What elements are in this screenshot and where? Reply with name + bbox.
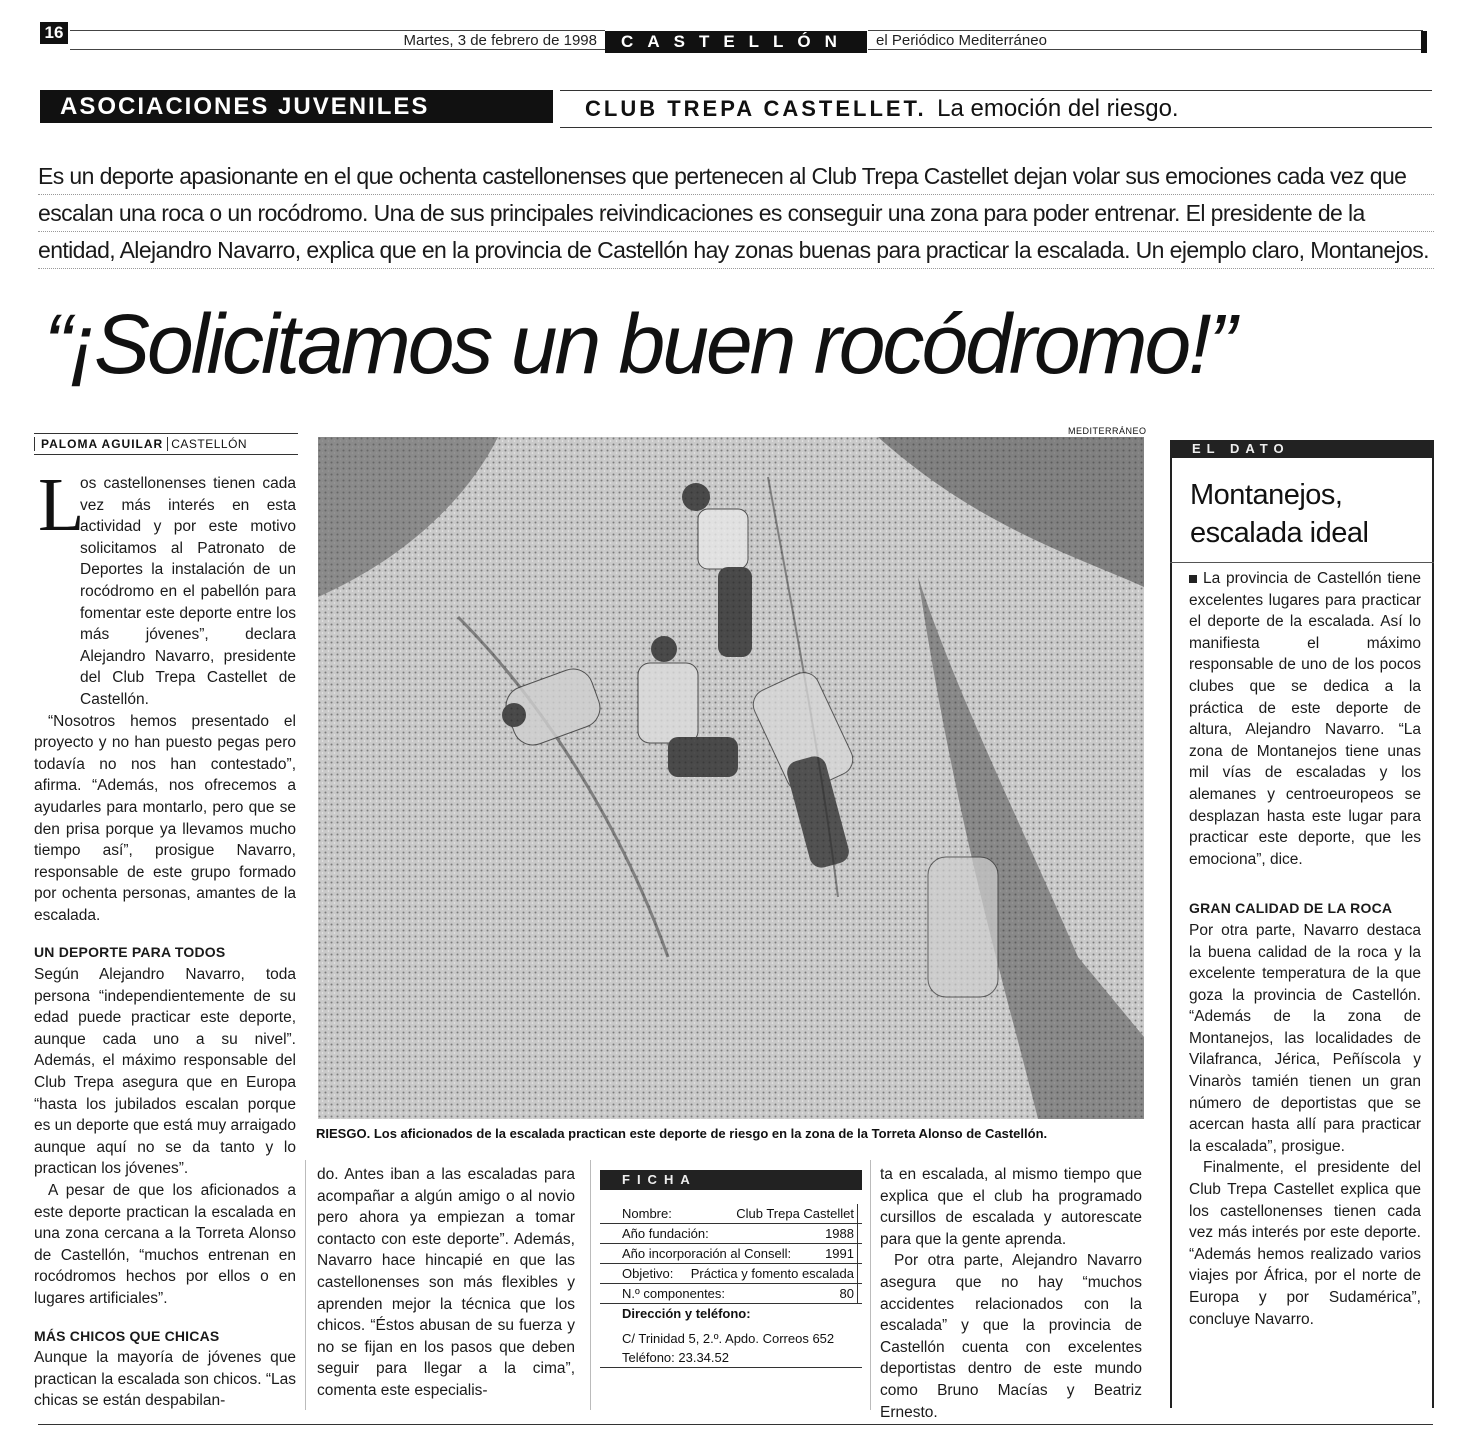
publication-date: Martes, 3 de febrero de 1998 xyxy=(70,30,605,50)
drop-cap: L xyxy=(38,463,85,547)
sidebar-paragraph: Por otra parte, Navarro destaca la buena calidad de la roca y la excelente temperatura de la que goza la provincia de Castellón. “Además de la zona de Montanejos, las localidades de Vilafranca, Jérica, Peñíscola y Vinaròs tamién tienen un gran número de deportistas que se acercan hasta allí para practicar la escalada”, prosigue. xyxy=(1189,921,1421,1155)
lead-paragraph xyxy=(38,158,1434,269)
fact-label: Objetivo: xyxy=(622,1266,674,1281)
fact-row xyxy=(600,1224,862,1244)
lead-line: entidad, Alejandro Navarro, explica que en la provincia de Castellón hay zonas buenas para practicar la escalada. Un ejemplo claro, Montanejos. xyxy=(38,232,1434,269)
section-subtitle: La emoción del riesgo. xyxy=(937,95,1179,122)
column-rule xyxy=(590,1160,591,1410)
fact-address xyxy=(600,1329,862,1348)
fact-row xyxy=(600,1204,862,1224)
fact-label: Año fundación: xyxy=(622,1226,709,1241)
fact-label: Nombre: xyxy=(622,1206,672,1221)
lead-line: Es un deporte apasionante en el que ochenta castellonenses que pertenecen al Club Trepa Castellet dejan volar sus emociones cada vez que xyxy=(38,158,1434,195)
article-paragraph: ta en escalada, al mismo tiempo que explica que el club ha programado cursillos de escalada y autorescate para que la gente aprenda. xyxy=(880,1166,1142,1248)
fact-value: Teléfono: 23.34.52 xyxy=(622,1350,729,1365)
subheading: MÁS CHICOS QUE CHICAS xyxy=(34,1327,220,1344)
fact-row xyxy=(600,1284,862,1304)
sidebar-title: Montanejos, escalada ideal xyxy=(1190,479,1369,549)
fact-contact-label xyxy=(600,1304,862,1323)
paragraph-text: os castellonenses tienen cada vez más interés en esta actividad y por este motivo solicitamos al Patronato de Deportes la instalación de un rocódromo en el pabellón para fomentar este deporte entre los más jóvenes”, declara Alejandro Navarro, presidente del Club Trepa Castellet de Castellón. xyxy=(80,475,296,708)
fact-value: Práctica y fomento escalada xyxy=(691,1264,858,1283)
article-paragraph: Aunque la mayoría de jóvenes que practican la escalada son chicos. “Las chicas se están despabilan- xyxy=(34,1349,296,1410)
byline-author: PALOMA AGUILAR xyxy=(34,437,167,451)
sidebar-paragraph: Finalmente, el presidente del Club Trepa Castellet explica que los castellonenses tienen cada vez más interés por este deporte. “Además hemos realizado varios viajes por África, por el norte de Europa y por Sudamérica”, concluye Navarro. xyxy=(1189,1159,1421,1328)
fact-value: 1991 xyxy=(825,1244,858,1263)
fact-value: Club Trepa Castellet xyxy=(736,1204,858,1223)
sidebar-body xyxy=(1189,568,1421,1330)
section-title xyxy=(560,90,1432,128)
sidebar-subheading: GRAN CALIDAD DE LA ROCA xyxy=(1189,900,1393,917)
climbers-photo xyxy=(318,437,1144,1119)
byline xyxy=(34,433,298,455)
article-paragraph: Por otra parte, Alejandro Navarro asegura que no hay “muchos accidentes relacionados con la escalada” y que la provincia de Castellón cuenta con excelentes deportistas dentro de este mundo como Bruno Macías y Beatriz Ernesto. xyxy=(880,1252,1142,1421)
fact-box xyxy=(600,1170,862,1368)
article-column-3 xyxy=(880,1164,1142,1423)
climber-figure xyxy=(928,857,998,997)
fact-label: Año incorporación al Consell: xyxy=(622,1246,792,1261)
section-label: ASOCIACIONES JUVENILES xyxy=(40,90,553,123)
article-paragraph: do. Antes iban a las escaladas para acompañar a algún amigo o al novio pero ahora ya empiezan a tomar contacto con este deporte”. Además, Navarro hace hincapié en que las castellonenses son más flexibles y aprenden mejor la técnica que los chicos. “Éstos abusan de su fuerza y no se fijan en los pasos que deben seguir para llegar a la cima”, comenta este especialis- xyxy=(317,1166,575,1399)
newspaper-name: el Periódico Mediterráneo xyxy=(868,30,1423,50)
article-paragraph: A pesar de que los aficionados a este deporte practican la escalada en una zona cercana a la Torreta Alonso de Castellón, “muchos entrenan en rocódromos hechos por ellos o en lugares artificiales”. xyxy=(34,1182,296,1307)
photo-credit: MEDITERRÁNEO xyxy=(1068,426,1147,436)
sidebar-border-right xyxy=(1432,458,1434,1408)
fact-label: N.º componentes: xyxy=(622,1286,726,1301)
headline: “¡Solicitamos un buen rocódromo!” xyxy=(44,297,1234,391)
folio-end-mark xyxy=(1421,31,1427,53)
caption-lead: RIESGO. xyxy=(316,1126,371,1141)
byline-city: CASTELLÓN xyxy=(167,437,247,451)
column-rule xyxy=(305,1160,306,1410)
column-rule xyxy=(870,1160,871,1410)
paragraph-text: La provincia de Castellón tiene excelentes lugares para practicar el deporte de la escalada. Así lo manifiesta el máximo responsable de uno de los pocos clubes que se dedica a la práctica de este deporte de altura, Alejandro Navarro. “La zona de Montanejos tiene unas mil vías de escaladas y los alemanes y centroeuropeos se desplazan hasta este lugar para practicar este deporte, que les emociona”, dice. xyxy=(1189,570,1421,868)
sidebar-tag: EL DATO xyxy=(1170,440,1434,458)
sidebar-border-left xyxy=(1170,458,1172,1408)
club-name: CLUB TREPA CASTELLET. xyxy=(585,96,927,121)
fact-row xyxy=(600,1244,862,1264)
fact-label: Dirección y teléfono: xyxy=(622,1306,751,1321)
fact-box-title: FICHA xyxy=(600,1170,862,1190)
footer-rule xyxy=(38,1424,1433,1425)
lead-line: escalan una roca o un rocódromo. Una de sus principales reivindicaciones es conseguir una zona para poder entrenar. El presidente de la xyxy=(38,195,1434,232)
fact-phone xyxy=(600,1348,862,1368)
fact-value: 1988 xyxy=(825,1224,858,1243)
article-paragraph: Según Alejandro Navarro, toda persona “independientemente de su edad puede practicar este deporte, aunque cada uno a su nivel”. Además, el máximo responsable del Club Trepa asegura que en Europa “hasta los jubilados escalan porque es un deporte que está muy arraigado aunque aquí no se da tanto y lo practican los jóvenes”. xyxy=(34,966,296,1178)
page-number: 16 xyxy=(40,22,68,44)
sidebar-divider xyxy=(1170,562,1434,563)
section-name: CASTELLÓN xyxy=(605,31,867,53)
photo-caption xyxy=(316,1126,1146,1141)
fact-row xyxy=(600,1264,862,1284)
article-column-1 xyxy=(34,463,296,1412)
sidebar-paragraph xyxy=(1189,568,1421,870)
caption-text: Los aficionados de la escalada practican este deporte de riesgo en la zona de la Torreta Alonso de Castellón. xyxy=(373,1126,1048,1141)
subheading: UN DEPORTE PARA TODOS xyxy=(34,944,226,961)
article-paragraph xyxy=(34,463,296,711)
fact-value: C/ Trinidad 5, 2.º. Apdo. Correos 652 xyxy=(622,1331,835,1346)
photo-illustration xyxy=(318,437,1144,1119)
fact-value: 80 xyxy=(840,1284,858,1303)
article-paragraph: “Nosotros hemos presentado el proyecto y no han puesto pegas pero todavía no nos han contestado”, afirma. “Además, nos ofrecemos a ayudarles para montarlo, pero que se den prisa porque ya llevamos mucho tiempo así”, prosigue Navarro, responsable de este grupo formado por ochenta personas, amantes de la escalada. xyxy=(34,712,296,924)
article-column-2 xyxy=(317,1164,575,1402)
bullet-icon xyxy=(1189,575,1197,583)
